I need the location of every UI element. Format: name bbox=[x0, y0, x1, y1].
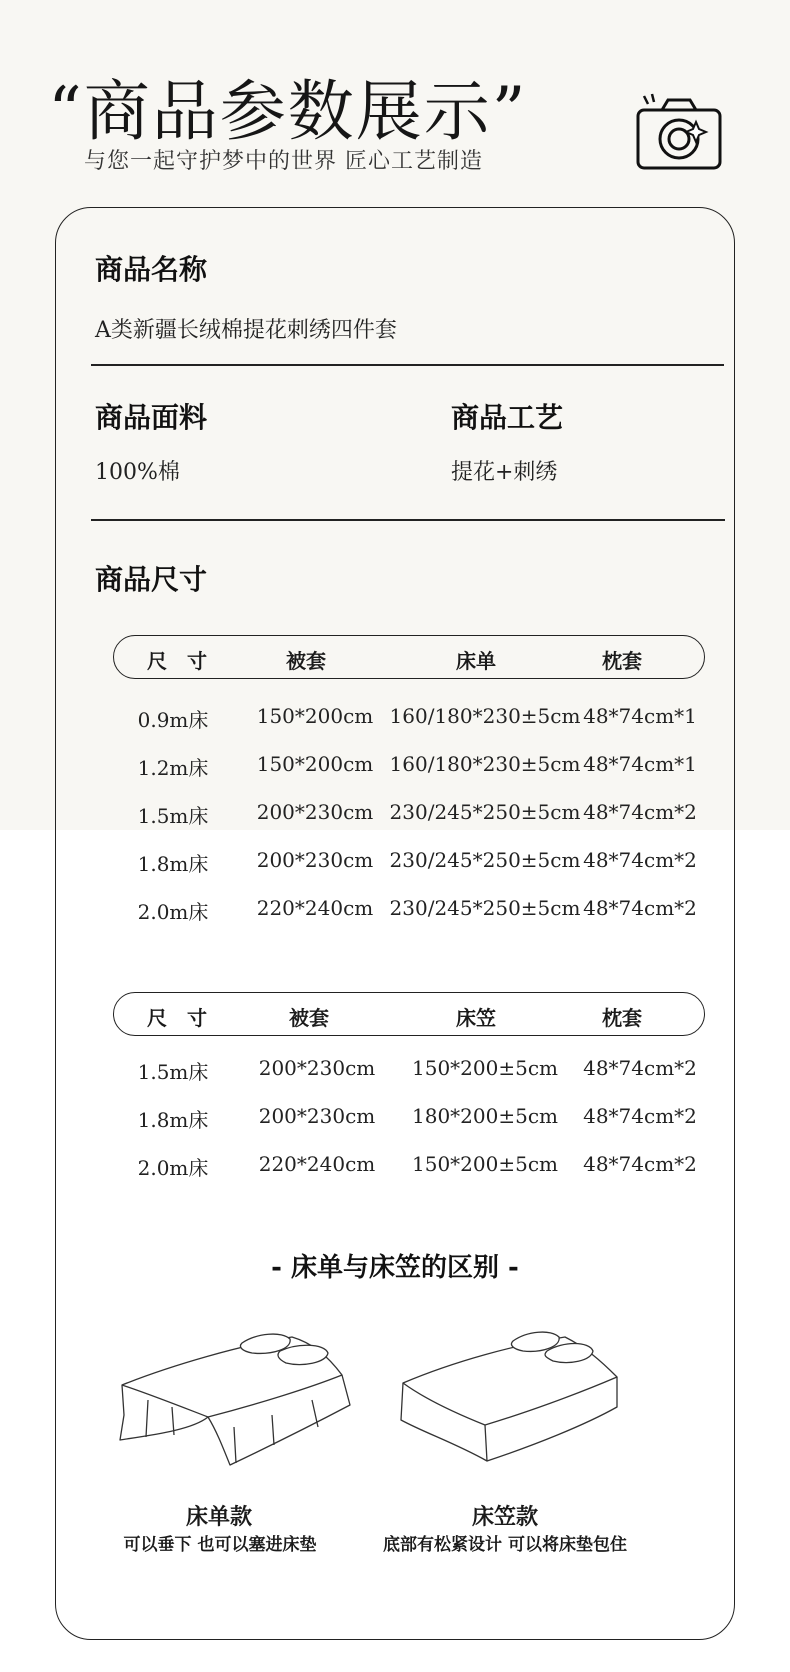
sheet-cell: 160/180*230±5cm bbox=[389, 704, 581, 728]
duvet-cell: 220*240cm bbox=[258, 1152, 376, 1176]
duvet-cell: 200*230cm bbox=[256, 800, 374, 824]
duvet-cell: 200*230cm bbox=[258, 1056, 376, 1080]
table1-header-pillow: 枕套 bbox=[602, 649, 642, 673]
sheet-cell: 160/180*230±5cm bbox=[389, 752, 581, 776]
table-row bbox=[0, 1104, 790, 1134]
pillow-cell: 48*74cm*2 bbox=[583, 896, 697, 920]
pillow-cell: 48*74cm*2 bbox=[583, 1056, 697, 1080]
pillow-cell: 48*74cm*1 bbox=[583, 704, 697, 728]
fitted-cell: 150*200±5cm bbox=[412, 1056, 558, 1080]
craft-label: 商品工艺 bbox=[451, 401, 564, 434]
pillow-cell: 48*74cm*2 bbox=[583, 1104, 697, 1128]
pillow-cell: 48*74cm*2 bbox=[583, 1152, 697, 1176]
duvet-cell: 220*240cm bbox=[256, 896, 374, 920]
divider bbox=[91, 519, 725, 521]
table2-header-pillow: 枕套 bbox=[602, 1006, 642, 1030]
duvet-cell: 150*200cm bbox=[256, 704, 374, 728]
fitted-sheet-illustration bbox=[395, 1325, 625, 1465]
fitted-sheet-desc: 底部有松紧设计 可以将床垫包住 bbox=[383, 1535, 627, 1555]
table2-header-size: 尺 寸 bbox=[147, 1006, 207, 1030]
size-cell: 2.0m床 bbox=[137, 900, 209, 924]
pillow-cell: 48*74cm*2 bbox=[583, 800, 697, 824]
table2-header-duvet: 被套 bbox=[289, 1006, 329, 1030]
page-title: “商品参数展示” bbox=[48, 73, 528, 150]
camera-icon bbox=[636, 92, 722, 170]
pillow-cell: 48*74cm*1 bbox=[583, 752, 697, 776]
flat-sheet-illustration bbox=[112, 1325, 357, 1475]
pillow-cell: 48*74cm*2 bbox=[583, 848, 697, 872]
divider bbox=[91, 364, 724, 366]
table2-header bbox=[113, 992, 705, 1036]
product-name-label: 商品名称 bbox=[95, 253, 208, 286]
size-cell: 2.0m床 bbox=[137, 1156, 209, 1180]
size-cell: 1.8m床 bbox=[137, 1108, 209, 1132]
table2-header-fitted: 床笠 bbox=[456, 1006, 496, 1030]
size-cell: 1.2m床 bbox=[137, 756, 209, 780]
duvet-cell: 150*200cm bbox=[256, 752, 374, 776]
table-row bbox=[0, 704, 790, 734]
size-cell: 1.8m床 bbox=[137, 852, 209, 876]
craft-value: 提花+刺绣 bbox=[451, 460, 558, 485]
sheet-cell: 230/245*250±5cm bbox=[389, 800, 581, 824]
product-name-value: A类新疆长绒棉提花刺绣四件套 bbox=[95, 318, 397, 343]
table-row bbox=[0, 896, 790, 926]
table-row bbox=[0, 1056, 790, 1086]
fitted-sheet-title: 床笠款 bbox=[471, 1505, 538, 1530]
page-subtitle: 与您一起守护梦中的世界 匠心工艺制造 bbox=[84, 149, 483, 174]
table1-header bbox=[113, 635, 705, 679]
sheet-cell: 230/245*250±5cm bbox=[389, 896, 581, 920]
flat-sheet-title: 床单款 bbox=[185, 1505, 252, 1530]
table-row bbox=[0, 800, 790, 830]
fabric-label: 商品面料 bbox=[95, 401, 208, 434]
duvet-cell: 200*230cm bbox=[256, 848, 374, 872]
fitted-cell: 150*200±5cm bbox=[412, 1152, 558, 1176]
fabric-value: 100%棉 bbox=[95, 460, 180, 485]
table-row bbox=[0, 848, 790, 878]
fitted-cell: 180*200±5cm bbox=[412, 1104, 558, 1128]
size-cell: 0.9m床 bbox=[137, 708, 209, 732]
duvet-cell: 200*230cm bbox=[258, 1104, 376, 1128]
sheet-cell: 230/245*250±5cm bbox=[389, 848, 581, 872]
size-cell: 1.5m床 bbox=[137, 804, 209, 828]
table1-header-size: 尺 寸 bbox=[147, 649, 207, 673]
size-cell: 1.5m床 bbox=[137, 1060, 209, 1084]
size-label: 商品尺寸 bbox=[95, 563, 208, 596]
table1-header-sheet: 床单 bbox=[456, 649, 496, 673]
difference-title: - 床单与床笠的区别 - bbox=[271, 1253, 519, 1283]
table1-header-duvet: 被套 bbox=[286, 649, 326, 673]
table-row bbox=[0, 1152, 790, 1182]
flat-sheet-desc: 可以垂下 也可以塞进床垫 bbox=[123, 1535, 317, 1555]
table-row bbox=[0, 752, 790, 782]
